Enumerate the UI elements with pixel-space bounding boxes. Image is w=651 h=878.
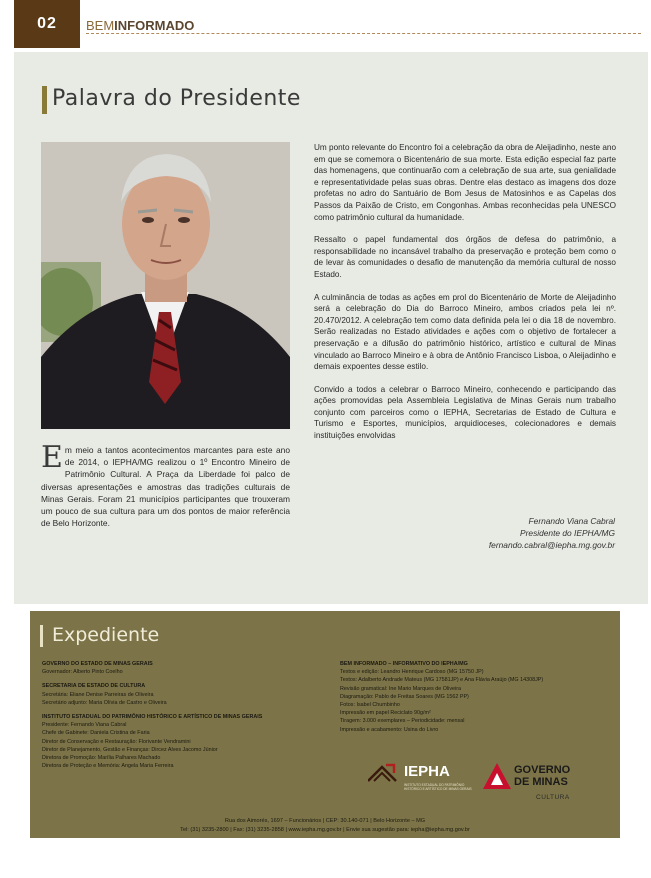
credit-line: Diagramação: Pablo de Freitas Soares (MG 1562 PP) [340, 693, 469, 700]
credit-line: Textos: Adalberto Andrade Mateus (MG 17581JP) e Ana Flávia Araújo (MG 14308JP) [340, 677, 544, 684]
expediente-accent-bar [40, 625, 43, 647]
header-divider [86, 33, 641, 34]
contact-line: Tel: (31) 3235-2800 | Fax: (31) 3235-2858 | www.iepha.mg.gov.br | Envie sua sugestão para: iepha@iepha.mg.gov.br [180, 827, 470, 833]
expediente-section [30, 611, 620, 838]
brand-logo [86, 18, 194, 33]
signature-role: Presidente do IEPHA/MG [520, 528, 615, 538]
title-accent-bar [42, 86, 47, 114]
expediente-right-column [340, 660, 610, 734]
page-header [0, 0, 651, 48]
page-title: Palavra do Presidente [52, 86, 301, 111]
credit-heading: INSTITUTO ESTADUAL DO PATRIMÔNIO HISTÓRICO E ARTÍSTICO DE MINAS GERAIS [42, 714, 263, 721]
credit-line: Governador: Alberto Pinto Coelho [42, 669, 123, 676]
body-column [314, 142, 616, 453]
credit-line: Impressão e acabamento: Usina do Livro [340, 726, 439, 733]
iepha-logo [368, 763, 472, 803]
credit-line: Revisão gramatical: Ine Mario Marques de Oliveira [340, 685, 462, 692]
address-line: Rua dos Aimorés, 1697 – Funcionários | CEP: 30.140-071 | Belo Horizonte – MG [224, 818, 426, 824]
credit-line: Diretora de Promoção: Marília Palhares Machado [42, 755, 161, 762]
body-paragraph: Ressalto o papel fundamental dos órgãos de defesa do patrimônio, a responsabilidade no incansável trabalho da preservação e proteção bem como o de levar às comunidades o desafio de manutenção da memória cultural de nosso Estado. [314, 235, 616, 279]
credit-line: Fotos: Isabel Chumbinho [340, 702, 400, 709]
credit-line: Impressão em papel Reciclato 90g/m² [340, 710, 431, 717]
body-paragraph: A culminância de todas as ações em prol do Bicentenário de Morte de Aleijadinho será a celebração do Dia do Barroco Mineiro, ambos criados pela lei nº. 20.470/2012. A celebração tem como data definida pela lei o dia 18 de novembro. Serão realizadas no Estado atividades e ações com o objetivo de fortalecer a preservação e a difusão do patrimônio histórico, artístico e cultural de Minas vinculado ao Barroco Mineiro e à obra de Antônio Francisco Lisboa, o Aleijadinho e demais expoentes desse estilo. [314, 292, 616, 372]
body-paragraph: Um ponto relevante do Encontro foi a celebração da obra de Aleijadinho, neste ano em que se comemora o Bicentenário de sua morte. Esta edição especial faz parte das homenagens, que continuarão com a celebração de sua arte, sua genialidade e representatividade pelas suas obras. Dentre elas destaco as imagens dos doze profetas no adro do Santuário de Bom Jesus de Matosinhos e as Capelas dos Passos da Paixão de Cristo, em Congonhas. Ambas reconhecidas pela UNESCO como patrimônio cultural da humanidade. [314, 143, 616, 222]
expediente-title: Expediente [52, 624, 160, 646]
governo-minas-logo [482, 761, 592, 807]
governo-triangle-icon [482, 761, 512, 791]
governo-logo-line1: GOVERNO [514, 764, 571, 776]
governo-logo-line2: DE MINAS [514, 776, 568, 788]
credit-line: Textos e edição: Leandro Henrique Cardoso (MG 15750 JP) [340, 669, 484, 676]
credit-line: Diretor de Planejamento, Gestão e Finanças: Dircez Alves Jacomo Júnior [42, 746, 218, 753]
intro-text: m meio a tantos acontecimentos marcantes para este ano de 2014, o IEPHA/MG realizou o 1º Encontro Mineiro de Patrimônio Cultural. A Praça da Liberdade foi palco de diversas apresentações e amostras das tradições culturais de Minas Gerais. Foram 21 municípios participantes que trouxeram um pouco de sua cultura para um dos pontos de maior referência de Belo Horizonte. [41, 445, 290, 529]
brand-part1: BEM [86, 18, 115, 33]
credit-line: Chefe de Gabinete: Daniela Cristina de Faria [42, 730, 150, 737]
iepha-logo-text: IEPHA [404, 763, 450, 780]
signature-block [489, 515, 615, 551]
governo-logo-subtext: CULTURA [536, 794, 570, 801]
expediente-left-column [42, 660, 332, 770]
credit-line: Diretor de Conservação e Restauração: Florivante Vendramini [42, 738, 191, 745]
credit-heading: GOVERNO DO ESTADO DE MINAS GERAIS [42, 661, 153, 667]
intro-column [41, 440, 290, 529]
governo-logo-text [514, 764, 570, 788]
iepha-logo-subtext: INSTITUTO ESTADUAL DO PATRIMÔNIO HISTÓRICO E ARTÍSTICO DE MINAS GERAIS [404, 783, 472, 791]
credit-heading: SECRETARIA DE ESTADO DE CULTURA [42, 683, 146, 690]
page-number: 02 [14, 0, 80, 48]
credit-line: Diretora de Proteção e Memória: Angela Maria Ferreira [42, 763, 174, 770]
president-photo [41, 142, 290, 429]
credit-line: Presidente: Fernando Viana Cabral [42, 722, 127, 729]
article-section [14, 52, 648, 604]
credit-heading: BEM INFORMADO – INFORMATIVO DO IEPHA/MG [340, 661, 468, 667]
credit-line: Secretária: Eliane Denise Parreiras de Oliveira [42, 691, 154, 698]
brand-part2: INFORMADO [114, 18, 195, 33]
iepha-roof-icon [368, 763, 402, 783]
drop-cap: E [41, 440, 63, 475]
body-paragraph: Convido a todos a celebrar o Barroco Mineiro, conhecendo e participando das ações promovidas pela Assembleia Legislativa de Minas Gerais num trabalho conjunto com parceiros como o IEPHA, Secretarias de Estado de Cultura e Turismo e Esportes, municípios, arquidioceses, colecionadores e demais instituições envolvidas [314, 384, 616, 441]
credit-line: Tiragem: 3.000 exemplares – Periodicidade: mensal [340, 718, 465, 725]
credit-line: Secretário adjunto: Maria Olívia de Castro e Oliveira [42, 699, 167, 706]
signature-email[interactable]: fernando.cabral@iepha.mg.gov.br [488, 540, 615, 550]
signature-name: Fernando Viana Cabral [528, 516, 615, 526]
